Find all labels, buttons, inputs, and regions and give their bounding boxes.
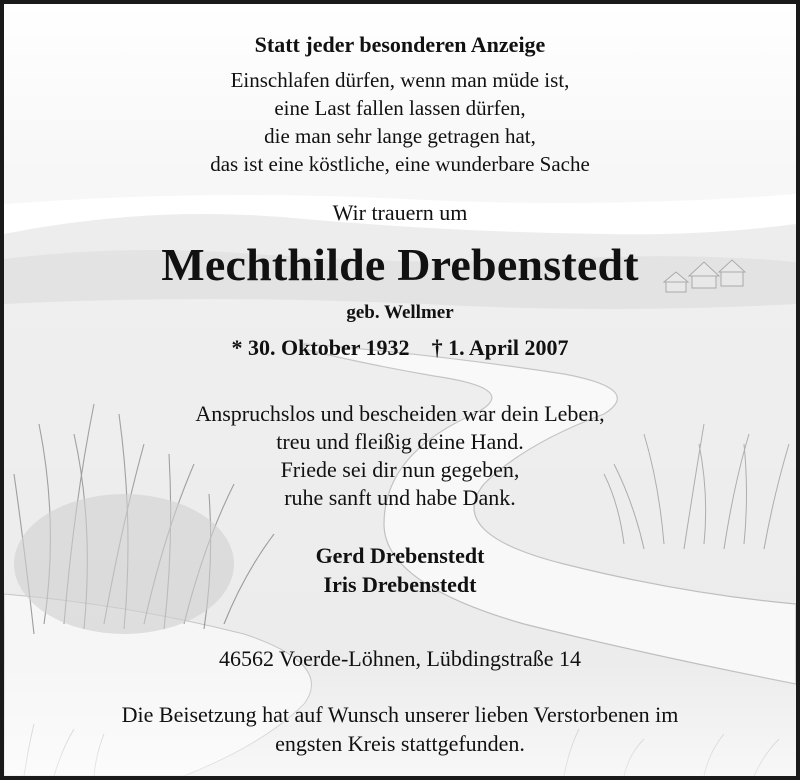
signer-name: Iris Drebenstedt (323, 572, 477, 597)
verse-line: die man sehr lange getragen hat, (264, 124, 536, 148)
family-address: 46562 Voerde-Löhnen, Lübdingstraße 14 (218, 646, 582, 671)
poem-line: Anspruchslos und bescheiden war dein Leben, (195, 401, 605, 426)
mourning-line: Wir trauern um (332, 200, 468, 225)
burial-note-line: Die Beisetzung hat auf Wunsch unserer lieben Verstorbenen im (121, 702, 679, 727)
verse-line: Einschlafen dürfen, wenn man müde ist, (230, 68, 570, 92)
signer-name: Gerd Drebenstedt (315, 543, 485, 568)
death-date: † 1. April 2007 (431, 335, 569, 360)
life-dates (4, 337, 796, 359)
verse-line: das ist eine köstliche, eine wunderbare Sache (210, 152, 590, 176)
verse-line: eine Last fallen lassen dürfen, (274, 96, 526, 120)
burial-note-line: engsten Kreis stattgefunden. (275, 731, 525, 756)
maiden-name: geb. Wellmer (346, 302, 454, 323)
poem-line: treu und fleißig deine Hand. (276, 429, 524, 454)
poem-line: ruhe sanft und habe Dank. (284, 485, 516, 510)
poem-line: Friede sei dir nun gegeben, (280, 457, 520, 482)
birth-date: * 30. Oktober 1932 (231, 335, 410, 360)
deceased-name: Mechthilde Drebenstedt (161, 239, 639, 290)
notice-heading: Statt jeder besonderen Anzeige (254, 32, 546, 57)
